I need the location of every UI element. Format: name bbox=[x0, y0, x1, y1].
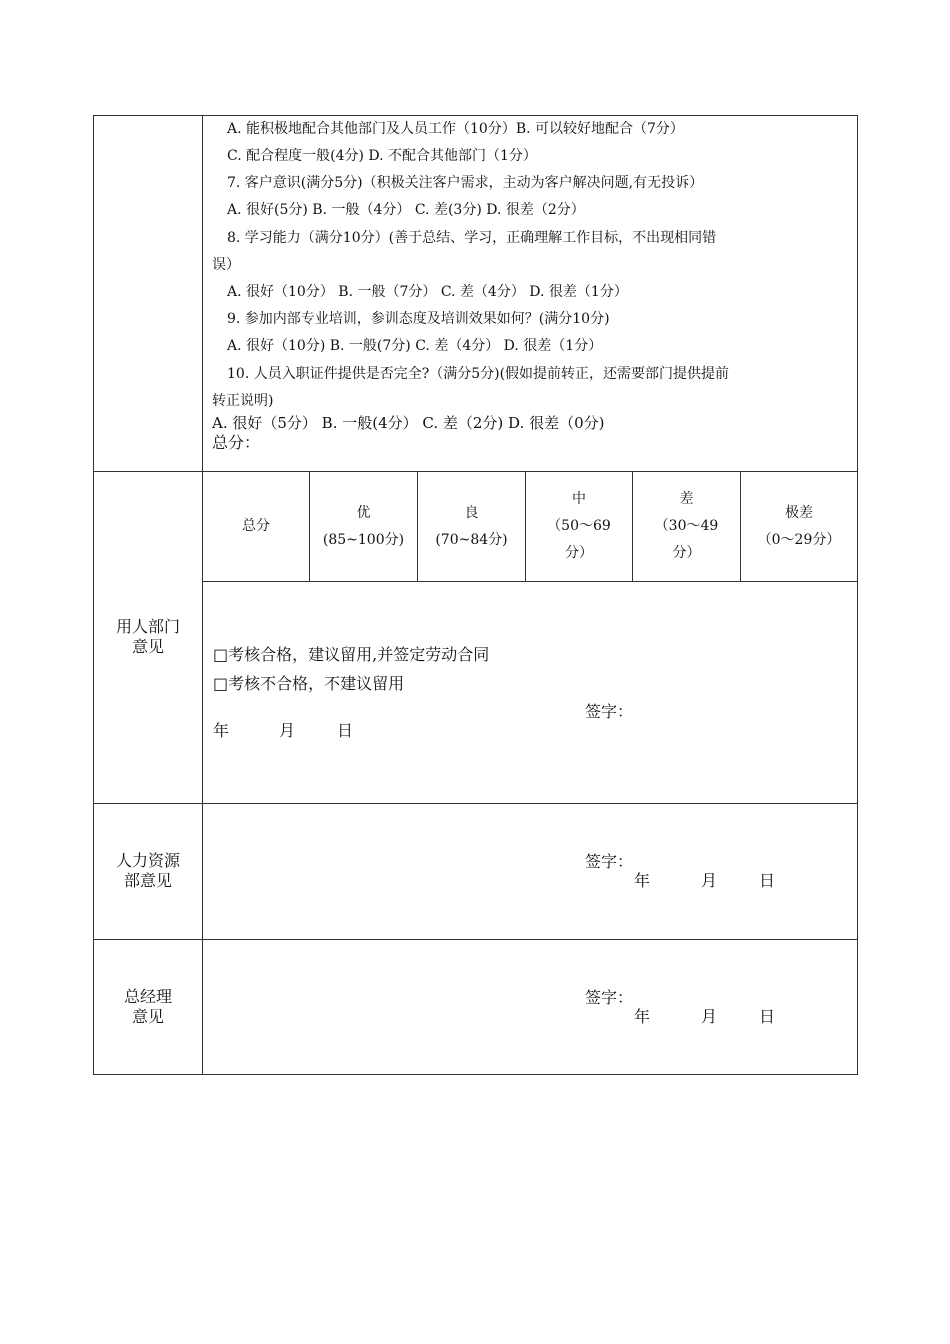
grade-row-divider bbox=[202, 581, 858, 582]
dept-date-month: 月 bbox=[279, 721, 296, 740]
label-column-divider bbox=[202, 115, 203, 1075]
table-border-right bbox=[857, 115, 858, 1075]
evaluation-form-page: A. 能积极地配合其他部门及人员工作（10分）B. 可以较好地配合（7分） C. 配合程度一般(4分) D. 不配合其他部门（1分） 7. 客户意识(满分5分)（积极关注客户需求，主动为客户解决问题,有无投诉） A. 很好(5分) B. 一般（4分） C. 差(3分) D. 很差（2分） 8. 学习能力（满分10分）(善于总结、学习，正确理解工作目标，不出现相同错 误） A. 很好（10分） B. 一般（7分） C. 差（4分） D. 很差（1分） 9. 参加内部专业培训，参训态度及培训效果如何？(满分10分) A. 很好（10分) B. 一般(7分) C. 差（4分） D. 很差（1分） 10. 人员入职证件提供是否完全?（满分5分)(假如提前转正，还需要部门提供提前 转正说明) A. 很好（5分） B. 一般(4分） C. 差（2分) D. 很差（0分) 总分： 总分 优 (85~100分) 良 (70~84分) 中 （50～69 分） 差 （30～49 分） 极差 （0～29分） 用人部门 意见 □考核合格，建议留用,并签定劳动合同 □考核不合格，不建议留用 签字： 年 月 日 人力资源 部意见 签字： 年 月 日 总经理 意见 签字： 年 月 日 bbox=[0, 0, 950, 1344]
eval-line-9: A. 很好（10分) B. 一般(7分) C. 差（4分） D. 很差（1分） bbox=[227, 338, 603, 354]
hr-date-year: 年 bbox=[634, 871, 651, 890]
gm-date-month: 月 bbox=[701, 1007, 718, 1026]
gm-date-year: 年 bbox=[634, 1007, 651, 1026]
dept-date-day: 日 bbox=[337, 721, 354, 740]
dept-signature-label: 签字： bbox=[585, 702, 634, 721]
eval-line-8: 9. 参加内部专业培训，参训态度及培训效果如何？(满分10分) bbox=[227, 311, 610, 327]
eval-line-7: A. 很好（10分） B. 一般（7分） C. 差（4分） D. 很差（1分） bbox=[227, 284, 628, 300]
eval-line-3: 7. 客户意识(满分5分)（积极关注客户需求，主动为客户解决问题,有无投诉） bbox=[227, 175, 704, 191]
eval-line-1: A. 能积极地配合其他部门及人员工作（10分）B. 可以较好地配合（7分） bbox=[227, 121, 684, 137]
grade-total-header: 总分 bbox=[242, 518, 270, 534]
eval-line-4: A. 很好(5分) B. 一般（4分） C. 差(3分) D. 很差（2分） bbox=[227, 202, 585, 218]
total-score-label: 总分： bbox=[212, 433, 261, 452]
gm-date-day: 日 bbox=[759, 1007, 776, 1026]
hr-date-month: 月 bbox=[701, 871, 718, 890]
table-border-bottom bbox=[93, 1074, 858, 1075]
table-border-left bbox=[93, 115, 94, 1075]
grade-col-divider-2 bbox=[417, 471, 418, 582]
eval-line-6: 误） bbox=[212, 257, 240, 273]
dept-date-year: 年 bbox=[213, 721, 230, 740]
hr-date-day: 日 bbox=[759, 871, 776, 890]
grade-col-divider-1 bbox=[309, 471, 310, 582]
gm-signature-label: 签字： bbox=[585, 988, 634, 1007]
eval-line-2: C. 配合程度一般(4分) D. 不配合其他部门（1分） bbox=[227, 148, 537, 164]
eval-line-12: A. 很好（5分） B. 一般(4分） C. 差（2分) D. 很差（0分) bbox=[212, 414, 605, 432]
row-divider-3 bbox=[93, 939, 858, 940]
gm-opinion-label: 总经理 意见 bbox=[123, 987, 172, 1026]
hr-signature-label: 签字： bbox=[585, 852, 634, 871]
row-divider-1 bbox=[93, 471, 858, 472]
eval-line-11: 转正说明) bbox=[212, 393, 274, 409]
eval-line-5: 8. 学习能力（满分10分）(善于总结、学习，正确理解工作目标，不出现相同错 bbox=[227, 230, 717, 246]
table-border-top bbox=[93, 115, 858, 116]
grade-col-divider-5 bbox=[740, 471, 741, 582]
hr-opinion-label: 人力资源 部意见 bbox=[115, 851, 180, 890]
row-divider-2 bbox=[93, 803, 858, 804]
eval-line-10: 10. 人员入职证件提供是否完全?（满分5分)(假如提前转正，还需要部门提供提前 bbox=[227, 366, 730, 382]
dept-option-fail-checkbox[interactable]: □考核不合格，不建议留用 bbox=[213, 674, 405, 693]
dept-option-pass-checkbox[interactable]: □考核合格，建议留用,并签定劳动合同 bbox=[213, 645, 490, 664]
dept-opinion-label: 用人部门 意见 bbox=[115, 617, 180, 656]
